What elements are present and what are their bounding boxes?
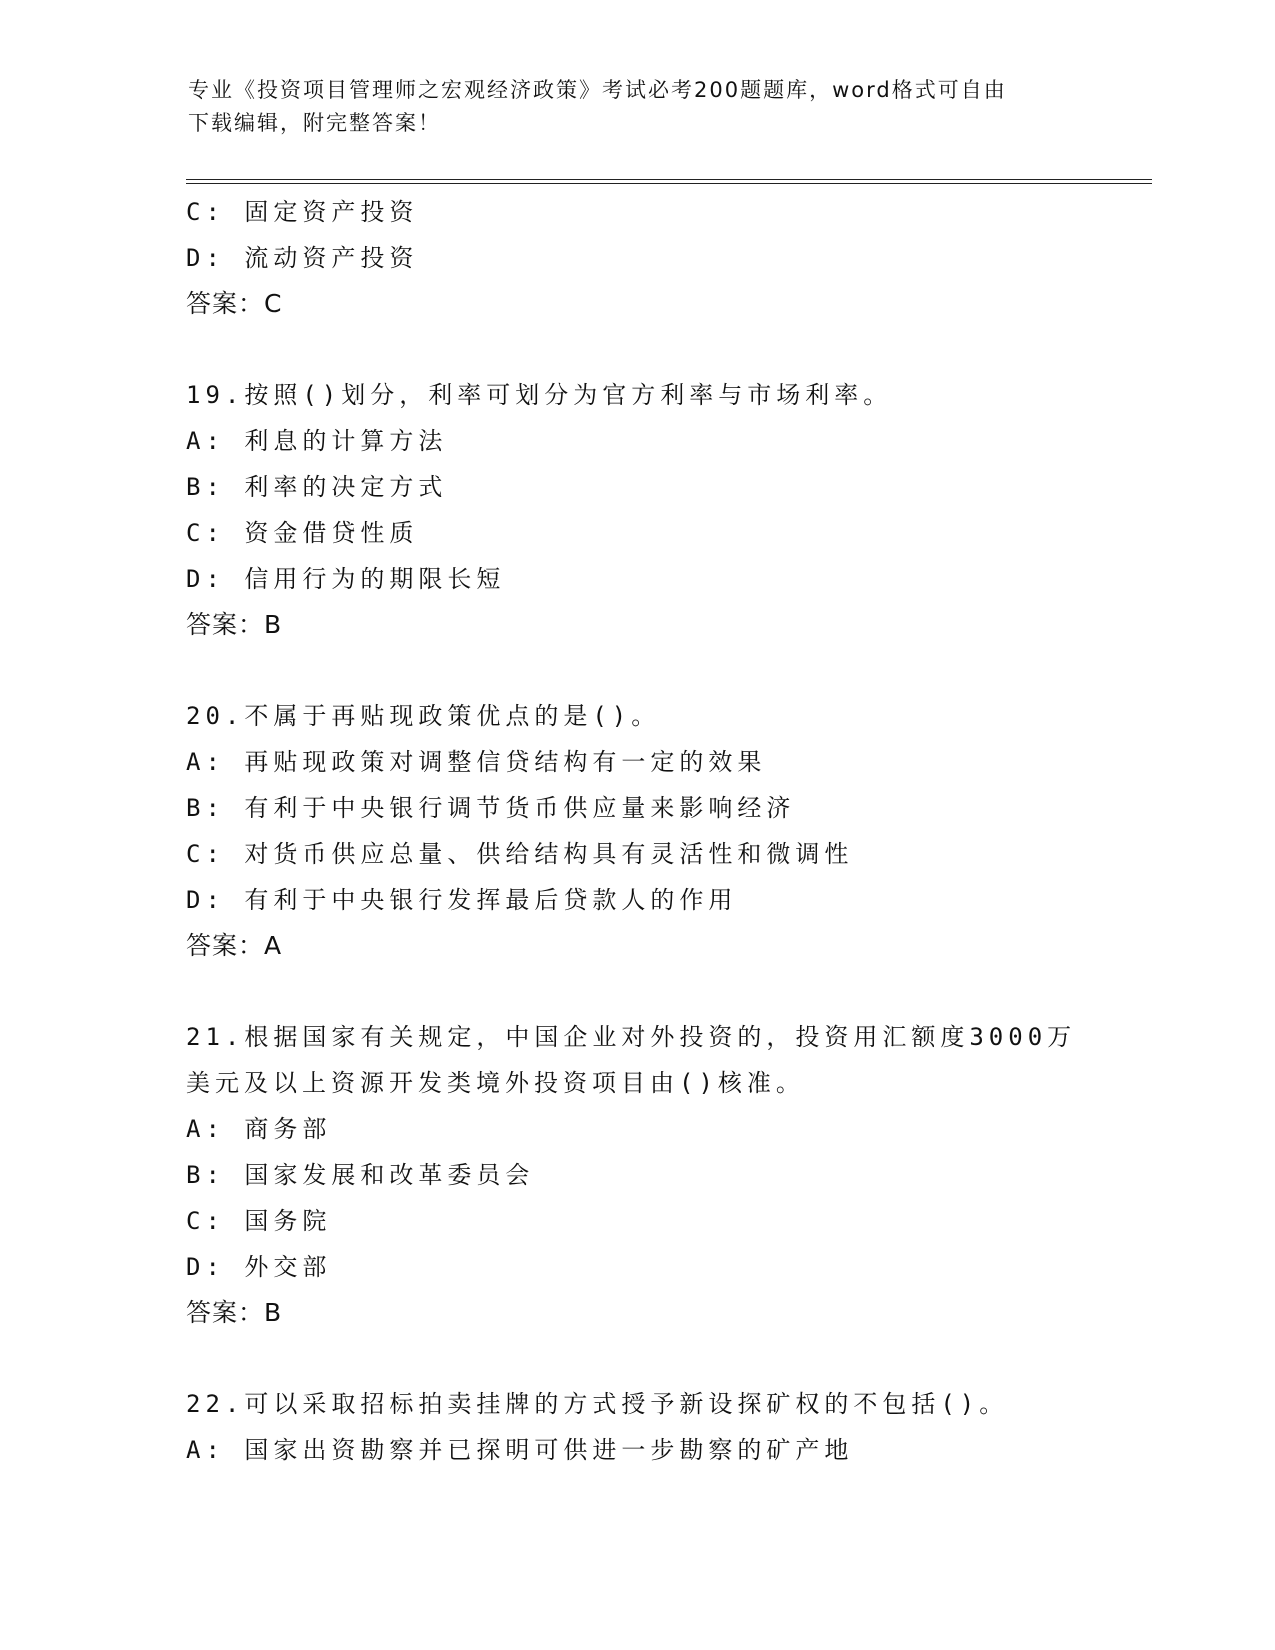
option-b: B: 国家发展和改革委员会	[186, 1161, 535, 1189]
answer-line: 答案：C	[186, 289, 283, 318]
spacer	[186, 1336, 1086, 1381]
spacer	[186, 327, 1086, 372]
spacer	[186, 969, 1086, 1014]
answer-line: 答案：B	[186, 1298, 283, 1327]
option-c: C: 国务院	[186, 1207, 332, 1235]
option-c: C: 资金借贷性质	[186, 519, 419, 547]
option-a: A: 利息的计算方法	[186, 427, 448, 455]
option-c: C: 固定资产投资	[186, 198, 419, 226]
option-d: D: 外交部	[186, 1253, 332, 1281]
header-title-line-2: 下载编辑，附完整答案！	[188, 111, 441, 135]
header-divider-top	[186, 179, 1152, 180]
option-a: A: 商务部	[186, 1115, 332, 1143]
option-d: D: 流动资产投资	[186, 244, 419, 272]
question-stem-line-2: 美元及以上资源开发类境外投资项目由()核准。	[186, 1069, 805, 1097]
option-d: D: 有利于中央银行发挥最后贷款人的作用	[186, 886, 738, 914]
spacer	[186, 648, 1086, 693]
question-stem-line-1: 21.根据国家有关规定，中国企业对外投资的，投资用汇额度3000万	[186, 1023, 1077, 1051]
document-header	[188, 74, 1068, 140]
question-20	[186, 693, 1086, 969]
option-d: D: 信用行为的期限长短	[186, 565, 506, 593]
question-21	[186, 1014, 1086, 1336]
question-22	[186, 1381, 1086, 1473]
answer-line: 答案：A	[186, 931, 283, 960]
option-b: B: 有利于中央银行调节货币供应量来影响经济	[186, 794, 796, 822]
question-stem: 20.不属于再贴现政策优点的是()。	[186, 702, 661, 730]
option-c: C: 对货币供应总量、供给结构具有灵活性和微调性	[186, 840, 854, 868]
option-a: A: 再贴现政策对调整信贷结构有一定的效果	[186, 748, 767, 776]
question-18-partial	[186, 189, 1086, 327]
option-a: A: 国家出资勘察并已探明可供进一步勘察的矿产地	[186, 1436, 854, 1464]
question-stem: 19.按照()划分，利率可划分为官方利率与市场利率。	[186, 381, 893, 409]
answer-line: 答案：B	[186, 610, 283, 639]
question-stem: 22.可以采取招标拍卖挂牌的方式授予新设探矿权的不包括()。	[186, 1390, 1009, 1418]
option-b: B: 利率的决定方式	[186, 473, 448, 501]
header-title-line-1: 专业《投资项目管理师之宏观经济政策》考试必考200题题库，word格式可自由	[188, 78, 1007, 102]
header-divider-bottom	[186, 183, 1152, 184]
question-19	[186, 372, 1086, 648]
question-list	[186, 189, 1086, 1473]
